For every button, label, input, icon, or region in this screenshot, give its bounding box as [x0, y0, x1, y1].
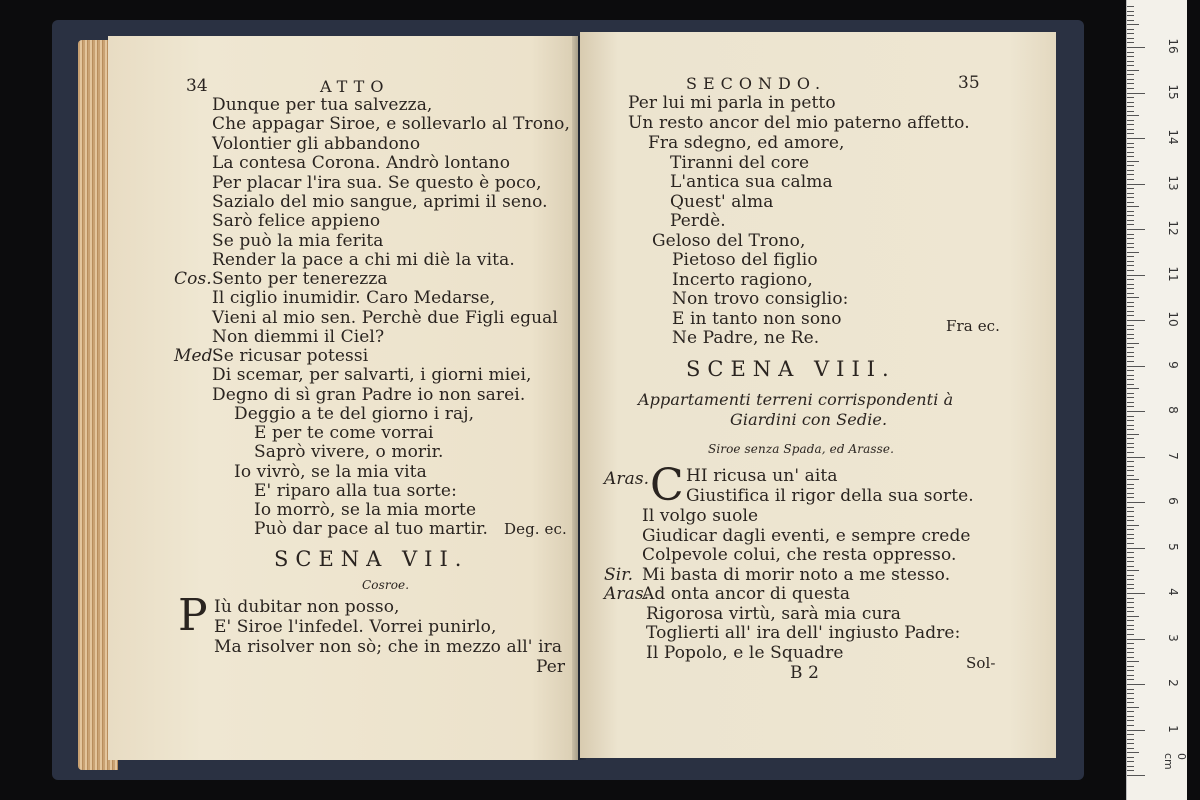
- ruler-tick: [1127, 529, 1134, 530]
- ruler-tick: [1127, 284, 1134, 285]
- ruler-tick: [1127, 202, 1134, 203]
- ruler-tick: [1127, 484, 1134, 485]
- ruler-tick: [1127, 61, 1134, 62]
- speaker-label: Aras.: [604, 584, 650, 604]
- ruler-tick: [1127, 379, 1134, 380]
- ruler-tick: [1127, 229, 1145, 230]
- ruler-tick: [1127, 238, 1134, 239]
- ruler-tick: [1127, 352, 1134, 353]
- ruler-tick: [1127, 548, 1145, 549]
- speaker-label: Cos.: [174, 269, 212, 289]
- ruler-tick: [1127, 347, 1134, 348]
- ruler-tick: [1127, 584, 1134, 585]
- ruler-tick: [1127, 629, 1134, 630]
- ruler-tick: [1127, 507, 1134, 508]
- verse-line: Quest' alma: [670, 192, 774, 212]
- ruler-tick: [1127, 206, 1139, 207]
- ruler-tick: [1127, 184, 1145, 185]
- ruler-tick: [1127, 652, 1134, 653]
- signature-mark: B 2: [790, 663, 820, 683]
- ruler-tick: [1127, 93, 1145, 94]
- ruler-tick: [1127, 620, 1134, 621]
- ruler-tick: [1127, 124, 1134, 125]
- ruler-tick: [1127, 752, 1139, 753]
- ruler-tick: [1127, 443, 1134, 444]
- ruler-tick: [1127, 297, 1139, 298]
- ruler-tick: [1127, 165, 1134, 166]
- scene-title: SCENA VIII.: [686, 357, 896, 381]
- running-head: ATTO: [320, 77, 390, 96]
- ruler-tick: [1127, 561, 1134, 562]
- speaker-label: Sir.: [604, 565, 634, 585]
- verse-line: Sarò felice appieno: [212, 211, 381, 231]
- ruler-tick: [1127, 770, 1134, 771]
- verse-line: Ad onta ancor di questa: [642, 584, 851, 604]
- ruler-tick: [1127, 734, 1134, 735]
- verse-line: Non diemmi il Ciel?: [212, 327, 385, 347]
- ruler-tick: [1127, 275, 1145, 276]
- ruler-number: 4: [1166, 588, 1180, 596]
- ruler-tick: [1127, 707, 1139, 708]
- ruler-tick: [1127, 406, 1134, 407]
- ruler-tick: [1127, 534, 1134, 535]
- ruler-tick: [1127, 6, 1134, 7]
- ruler-tick: [1127, 761, 1134, 762]
- verse-line: La contesa Corona. Andrò lontano: [212, 153, 511, 173]
- ruler-tick: [1127, 475, 1134, 476]
- ruler-tick: [1127, 120, 1134, 121]
- ruler-tick: [1127, 566, 1134, 567]
- verse-line: Incerto ragiono,: [672, 270, 813, 290]
- ruler-tick: [1127, 661, 1139, 662]
- ruler-tick: [1127, 338, 1134, 339]
- verse-line: Se può la mia ferita: [212, 231, 384, 251]
- ruler-tick: [1127, 497, 1134, 498]
- ruler-tick: [1127, 575, 1134, 576]
- ruler-tick: [1127, 502, 1145, 503]
- ruler-tick: [1127, 343, 1139, 344]
- ruler-tick: [1127, 224, 1134, 225]
- verse-line: Il Popolo, e le Squadre: [646, 643, 844, 663]
- ruler-tick: [1127, 306, 1134, 307]
- ruler-number: 15: [1166, 83, 1180, 100]
- ruler-tick: [1127, 743, 1134, 744]
- ruler-tick: [1127, 147, 1134, 148]
- verse-line: E' Siroe l'infedel. Vorrei punirlo,: [214, 617, 497, 637]
- verse-line: Volontier gli abbandono: [212, 134, 421, 154]
- ruler-tick: [1127, 552, 1134, 553]
- ruler-tick: [1127, 516, 1134, 517]
- verse-line: Ne Padre, ne Re.: [672, 328, 820, 348]
- ruler-tick: [1127, 411, 1145, 412]
- ruler-tick: [1127, 156, 1134, 157]
- ruler-number: 11: [1166, 265, 1180, 282]
- ruler-tick: [1127, 689, 1134, 690]
- cue-label: Fra ec.: [946, 317, 1001, 335]
- verse-line: E per te come vorrai: [254, 423, 434, 443]
- ruler-tick: [1127, 634, 1134, 635]
- ruler-unit-label: 0 cm: [1162, 753, 1188, 770]
- verse-line: Io vivrò, se la mia vita: [234, 462, 427, 482]
- ruler-tick: [1127, 252, 1139, 253]
- ruler-tick: [1127, 384, 1134, 385]
- catchword: Per: [536, 657, 566, 677]
- ruler-tick: [1127, 193, 1134, 194]
- ruler-tick: [1127, 666, 1134, 667]
- ruler-tick: [1127, 643, 1134, 644]
- ruler-tick: [1127, 466, 1134, 467]
- ruler-tick: [1127, 479, 1139, 480]
- ruler-tick: [1127, 88, 1134, 89]
- ruler-number: 9: [1166, 360, 1180, 369]
- ruler-tick: [1127, 234, 1134, 235]
- verse-line: Pietoso del figlio: [672, 250, 818, 270]
- ruler-tick: [1127, 161, 1139, 162]
- ruler-tick: [1127, 361, 1134, 362]
- ruler-tick: [1127, 525, 1139, 526]
- verse-line: Che appagar Siroe, e sollevarlo al Trono,: [212, 114, 570, 134]
- ruler-tick: [1127, 511, 1134, 512]
- scale-ruler: [1126, 0, 1187, 800]
- ruler-tick: [1127, 452, 1134, 453]
- verse-line: Io morrò, se la mia morte: [254, 500, 477, 520]
- ruler-tick: [1127, 329, 1134, 330]
- verse-line: L'antica sua calma: [670, 172, 833, 192]
- ruler-tick: [1127, 256, 1134, 257]
- verse-line: HI ricusa un' aita: [686, 466, 838, 486]
- ruler-tick: [1127, 97, 1134, 98]
- ruler-number: 13: [1166, 174, 1180, 191]
- ruler-tick: [1127, 616, 1139, 617]
- ruler-tick: [1127, 29, 1134, 30]
- ruler-tick: [1127, 188, 1134, 189]
- verse-line: Colpevole colui, che resta oppresso.: [642, 545, 957, 565]
- ruler-tick: [1127, 425, 1134, 426]
- running-head: SECONDO.: [686, 74, 827, 93]
- ruler-tick: [1127, 83, 1134, 84]
- ruler-tick: [1127, 79, 1134, 80]
- ruler-tick: [1127, 356, 1134, 357]
- ruler-tick: [1127, 315, 1134, 316]
- ruler-tick: [1127, 215, 1134, 216]
- ruler-tick: [1127, 748, 1134, 749]
- right-page: [580, 32, 1056, 758]
- verse-line: Saprò vivere, o morir.: [254, 442, 444, 462]
- ruler-tick: [1127, 648, 1134, 649]
- ruler-tick: [1127, 543, 1134, 544]
- ruler-tick: [1127, 538, 1134, 539]
- verse-line: Render la pace a chi mi diè la vita.: [212, 250, 515, 270]
- verse-line: Rigorosa virtù, sarà mia cura: [646, 604, 901, 624]
- verse-line: Per placar l'ira sua. Se questo è poco,: [212, 173, 542, 193]
- ruler-tick: [1127, 197, 1134, 198]
- ruler-tick: [1127, 261, 1134, 262]
- ruler-tick: [1127, 311, 1134, 312]
- ruler-tick: [1127, 334, 1134, 335]
- ruler-number: 8: [1166, 406, 1180, 414]
- ruler-tick: [1127, 716, 1134, 717]
- ruler-tick: [1127, 56, 1134, 57]
- speaker-label: Med.: [174, 346, 219, 366]
- ruler-tick: [1127, 11, 1134, 12]
- ruler-tick: [1127, 243, 1134, 244]
- ruler-tick: [1127, 598, 1134, 599]
- page-number: 34: [186, 76, 208, 96]
- ruler-tick: [1127, 675, 1134, 676]
- ruler-tick: [1127, 20, 1134, 21]
- ruler-number: 5: [1166, 542, 1180, 551]
- ruler-tick: [1127, 625, 1134, 626]
- ruler-tick: [1127, 65, 1134, 66]
- speaker-label: Aras.: [604, 469, 650, 489]
- ruler-tick: [1127, 388, 1139, 389]
- ruler-tick: [1127, 279, 1134, 280]
- ruler-tick: [1127, 775, 1145, 776]
- ruler-number: 12: [1166, 220, 1180, 236]
- ruler-tick: [1127, 557, 1134, 558]
- ruler-tick: [1127, 684, 1145, 685]
- verse-line: Il ciglio inumidir. Caro Medarse,: [212, 288, 496, 308]
- ruler-number: 16: [1166, 38, 1180, 54]
- ruler-tick: [1127, 288, 1134, 289]
- ruler-tick: [1127, 438, 1134, 439]
- ruler-tick: [1127, 38, 1134, 39]
- verse-line: Vieni al mio sen. Perchè due Figli egual: [212, 308, 558, 328]
- ruler-tick: [1127, 24, 1139, 25]
- verse-line: Iù dubitar non posso,: [214, 597, 400, 617]
- ruler-tick: [1127, 602, 1134, 603]
- ruler-tick: [1127, 420, 1134, 421]
- verse-line: Giustifica il rigor della sua sorte.: [686, 486, 974, 506]
- ruler-tick: [1127, 520, 1134, 521]
- ruler-number: 1: [1166, 724, 1180, 733]
- ruler-tick: [1127, 493, 1134, 494]
- ruler-tick: [1127, 393, 1134, 394]
- ruler-number: 14: [1166, 129, 1180, 145]
- ruler-tick: [1127, 102, 1134, 103]
- ruler-tick: [1127, 270, 1134, 271]
- verse-line: E in tanto non sono: [672, 309, 842, 329]
- drop-cap: P: [178, 590, 208, 641]
- ruler-tick: [1127, 434, 1139, 435]
- scene-setting: Giardini con Sedie.: [730, 410, 888, 429]
- ruler-tick: [1127, 470, 1134, 471]
- verse-line: Un resto ancor del mio paterno affetto.: [628, 113, 970, 133]
- scene-setting: Appartamenti terreni corrispondenti à: [638, 390, 954, 409]
- ruler-tick: [1127, 720, 1134, 721]
- ruler-tick: [1127, 702, 1134, 703]
- scene-title: SCENA VII.: [274, 547, 469, 571]
- ruler-tick: [1127, 179, 1134, 180]
- ruler-tick: [1127, 247, 1134, 248]
- ruler-tick: [1127, 138, 1145, 139]
- ruler-tick: [1127, 639, 1145, 640]
- ruler-tick: [1127, 730, 1145, 731]
- ruler-tick: [1127, 302, 1134, 303]
- ruler-tick: [1127, 174, 1134, 175]
- ruler-tick: [1127, 170, 1134, 171]
- ruler-number: 10: [1166, 311, 1180, 327]
- verse-line: Toglierti all' ira dell' ingiusto Padre:: [646, 623, 961, 643]
- verse-line: Sento per tenerezza: [212, 269, 388, 289]
- verse-line: Di scemar, per salvarti, i giorni miei,: [212, 365, 532, 385]
- verse-line: Può dar pace al tuo martir.: [254, 519, 488, 539]
- verse-line: E' riparo alla tua sorte:: [254, 481, 457, 501]
- ruler-tick: [1127, 679, 1134, 680]
- left-page: [108, 36, 578, 760]
- ruler-tick: [1127, 588, 1134, 589]
- catchword: Sol-: [966, 654, 996, 672]
- ruler-tick: [1127, 375, 1134, 376]
- ruler-tick: [1127, 402, 1134, 403]
- ruler-tick: [1127, 397, 1134, 398]
- ruler-number: 6: [1166, 497, 1180, 505]
- ruler-tick: [1127, 15, 1134, 16]
- verse-line: Non trovo consiglio:: [672, 289, 849, 309]
- ruler-tick: [1127, 657, 1134, 658]
- drop-cap: C: [650, 460, 684, 511]
- verse-line: Geloso del Trono,: [652, 231, 806, 251]
- ruler-number: 2: [1166, 679, 1180, 687]
- ruler-tick: [1127, 447, 1134, 448]
- ruler-tick: [1127, 611, 1134, 612]
- ruler-number: 3: [1166, 633, 1180, 642]
- ruler-tick: [1127, 711, 1134, 712]
- ruler-tick: [1127, 106, 1134, 107]
- verse-line: Ma risolver non sò; che in mezzo all' ira: [214, 637, 563, 657]
- ruler-tick: [1127, 325, 1134, 326]
- verse-line: Se ricusar potessi: [212, 346, 369, 366]
- ruler-tick: [1127, 265, 1134, 266]
- ruler-tick: [1127, 115, 1139, 116]
- ruler-tick: [1127, 47, 1145, 48]
- page-number: 35: [958, 73, 980, 93]
- verse-line: Il volgo suole: [642, 506, 759, 526]
- ruler-tick: [1127, 293, 1134, 294]
- ruler-tick: [1127, 220, 1134, 221]
- ruler-tick: [1127, 757, 1134, 758]
- ruler-tick: [1127, 133, 1134, 134]
- ruler-tick: [1127, 457, 1145, 458]
- ruler-tick: [1127, 429, 1134, 430]
- ruler-number: 7: [1166, 451, 1180, 460]
- verse-line: Per lui mi parla in petto: [628, 93, 836, 113]
- cue-label: Deg. ec.: [504, 520, 567, 538]
- ruler-tick: [1127, 70, 1139, 71]
- ruler-tick: [1127, 320, 1145, 321]
- ruler-tick: [1127, 607, 1134, 608]
- verse-line: Mi basta di morir noto a me stesso.: [642, 565, 951, 585]
- verse-line: Perdè.: [670, 211, 726, 231]
- scene-cast: Siroe senza Spada, ed Arasse.: [708, 442, 895, 456]
- ruler-tick: [1127, 670, 1134, 671]
- ruler-tick: [1127, 766, 1134, 767]
- ruler-tick: [1127, 570, 1139, 571]
- ruler-tick: [1127, 593, 1145, 594]
- ruler-tick: [1127, 366, 1145, 367]
- verse-line: Sazialo del mio sangue, aprimi il seno.: [212, 192, 548, 212]
- verse-line: Giudicar dagli eventi, e sempre crede: [642, 526, 971, 546]
- scene-cast: Cosroe.: [362, 578, 410, 592]
- ruler-tick: [1127, 693, 1134, 694]
- ruler-tick: [1127, 488, 1134, 489]
- ruler-tick: [1127, 111, 1134, 112]
- ruler-tick: [1127, 129, 1134, 130]
- ruler-tick: [1127, 33, 1134, 34]
- verse-line: Dunque per tua salvezza,: [212, 95, 433, 115]
- ruler-tick: [1127, 211, 1134, 212]
- verse-line: Deggio a te del giorno i raj,: [234, 404, 475, 424]
- ruler-tick: [1127, 416, 1134, 417]
- verse-line: Degno di sì gran Padre io non sarei.: [212, 385, 526, 405]
- verse-line: Tiranni del core: [670, 153, 810, 173]
- ruler-tick: [1127, 739, 1134, 740]
- ruler-tick: [1127, 42, 1134, 43]
- ruler-tick: [1127, 725, 1134, 726]
- ruler-tick: [1127, 74, 1134, 75]
- ruler-tick: [1127, 52, 1134, 53]
- ruler-tick: [1127, 370, 1134, 371]
- ruler-tick: [1127, 461, 1134, 462]
- ruler-tick: [1127, 698, 1134, 699]
- ruler-tick: [1127, 579, 1134, 580]
- verse-line: Fra sdegno, ed amore,: [648, 133, 845, 153]
- ruler-tick: [1127, 143, 1134, 144]
- ruler-tick: [1127, 152, 1134, 153]
